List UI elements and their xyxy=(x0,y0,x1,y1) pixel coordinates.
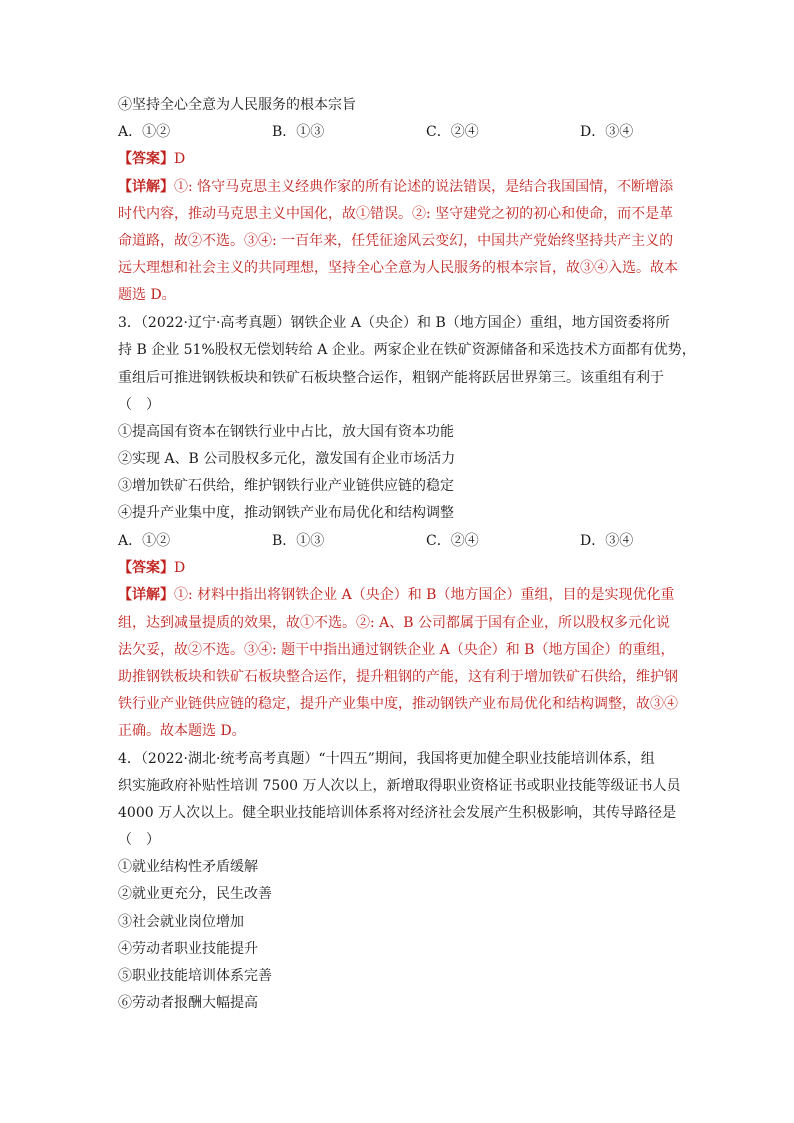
q2-option-d: D．③④ xyxy=(580,124,634,140)
q3-statement-2: ②实现 A、B 公司股权多元化，激发国有企业市场活力 xyxy=(118,451,456,467)
q3-answer-bracket: （ ） xyxy=(118,397,160,413)
q4-statement-4: ④劳动者职业技能提升 xyxy=(118,941,258,957)
q3-detail-line-3: 法欠妥，故②不选。③④: 题干中指出通过钢铁企业 A（央企）和 B（地方国企）的重组， xyxy=(118,642,675,658)
q4-statement-5: ⑤职业技能培训体系完善 xyxy=(118,968,272,984)
q3-detail-label: 【详解】 xyxy=(118,587,174,603)
q2-option-c: C．②④ xyxy=(426,124,479,140)
q2-detail-line-4: 远大理想和社会主义的共同理想，坚持全心全意为人民服务的根本宗旨，故③④入选。故本 xyxy=(118,260,678,276)
q3-statement-4: ④提升产业集中度，推动钢铁产业布局优化和结构调整 xyxy=(118,505,454,521)
q4-statement-3: ③社会就业岗位增加 xyxy=(118,914,244,930)
q2-detail-text-1: ①: 恪守马克思主义经典作家的所有论述的说法错误，是结合我国国情，不断增添 xyxy=(174,179,674,195)
q3-options xyxy=(118,532,678,550)
q2-detail-line-5: 题选 D。 xyxy=(118,287,176,303)
q3-stem-line-2: 持 B 企业 51%股权无偿划转给 A 企业。两家企业在铁矿资源储备和采选技术方面都有优势， xyxy=(118,342,696,358)
q3-answer-value: D xyxy=(174,560,186,576)
q2-option-a: A．①② xyxy=(118,124,171,140)
q4-stem-line-2: 织实施政府补贴性培训 7500 万人次以上，新增取得职业资格证书或职业技能等级证书人员 xyxy=(118,778,681,794)
q3-detail-line-6: 正确。故本题选 D。 xyxy=(118,723,246,739)
q3-statement-1: ①提高国有资本在钢铁行业中占比，放大国有资本功能 xyxy=(118,424,454,440)
q2-statement-4: ④坚持全心全意为人民服务的根本宗旨 xyxy=(118,97,356,113)
q3-detail-line-4: 助推钢铁板块和铁矿石板块整合运作，提升粗钢的产能，这有利于增加铁矿石供给，维护钢 xyxy=(118,669,678,685)
q3-option-c: C．②④ xyxy=(426,533,479,549)
q2-detail-line-3: 命道路，故②不选。③④: 一百年来，任凭征途风云变幻，中国共产党始终坚持共产主义的 xyxy=(118,233,674,249)
q2-options xyxy=(118,123,678,141)
q2-detail-line-1 xyxy=(118,178,678,196)
q2-answer xyxy=(118,150,678,168)
q3-answer xyxy=(118,559,678,577)
q3-stem-line-1: 3．（2022·辽宁·高考真题）钢铁企业 A（央企）和 B（地方国企）重组，地方国资委将所 xyxy=(118,315,670,331)
q3-option-b: B．①③ xyxy=(272,533,325,549)
q2-answer-value: D xyxy=(174,151,186,167)
q4-statement-1: ①就业结构性矛盾缓解 xyxy=(118,859,258,875)
q2-option-b: B．①③ xyxy=(272,124,325,140)
q3-detail-line-5: 铁行业产业链供应链的稳定，提升产业集中度，推动钢铁产业布局优化和结构调整，故③④ xyxy=(118,696,678,712)
q2-detail-label: 【详解】 xyxy=(118,179,174,195)
q4-answer-bracket: （ ） xyxy=(118,832,160,848)
q3-option-a: A．①② xyxy=(118,533,171,549)
q3-detail-text-1: ①: 材料中指出将钢铁企业 A（央企）和 B（地方国企）重组，目的是实现优化重 xyxy=(174,587,675,603)
q3-stem-line-3: 重组后可推进钢铁板块和铁矿石板块整合运作，粗钢产能将跃居世界第三。该重组有利于 xyxy=(118,370,664,386)
q3-option-d: D．③④ xyxy=(580,533,634,549)
q2-answer-label: 【答案】 xyxy=(118,151,174,167)
q4-stem-line-1: 4．（2022·湖北·统考高考真题）“十四五”期间，我国将更加健全职业技能培训体系，组 xyxy=(118,751,655,767)
q4-statement-2: ②就业更充分，民生改善 xyxy=(118,886,272,902)
q3-detail-line-1 xyxy=(118,586,678,604)
q3-statement-3: ③增加铁矿石供给，维护钢铁行业产业链供应链的稳定 xyxy=(118,478,454,494)
q3-detail-line-2: 组，达到减量提质的效果，故①不选。②: A、B 公司都属于国有企业，所以股权多元化说 xyxy=(118,615,671,631)
q4-statement-6: ⑥劳动者报酬大幅提高 xyxy=(118,995,258,1011)
q3-answer-label: 【答案】 xyxy=(118,560,174,576)
q2-detail-line-2: 时代内容，推动马克思主义中国化，故①错误。②: 坚守建党之初的初心和使命，而不是革 xyxy=(118,206,674,222)
q4-stem-line-3: 4000 万人次以上。健全职业技能培训体系将对经济社会发展产生积极影响，其传导路径是 xyxy=(118,805,677,821)
